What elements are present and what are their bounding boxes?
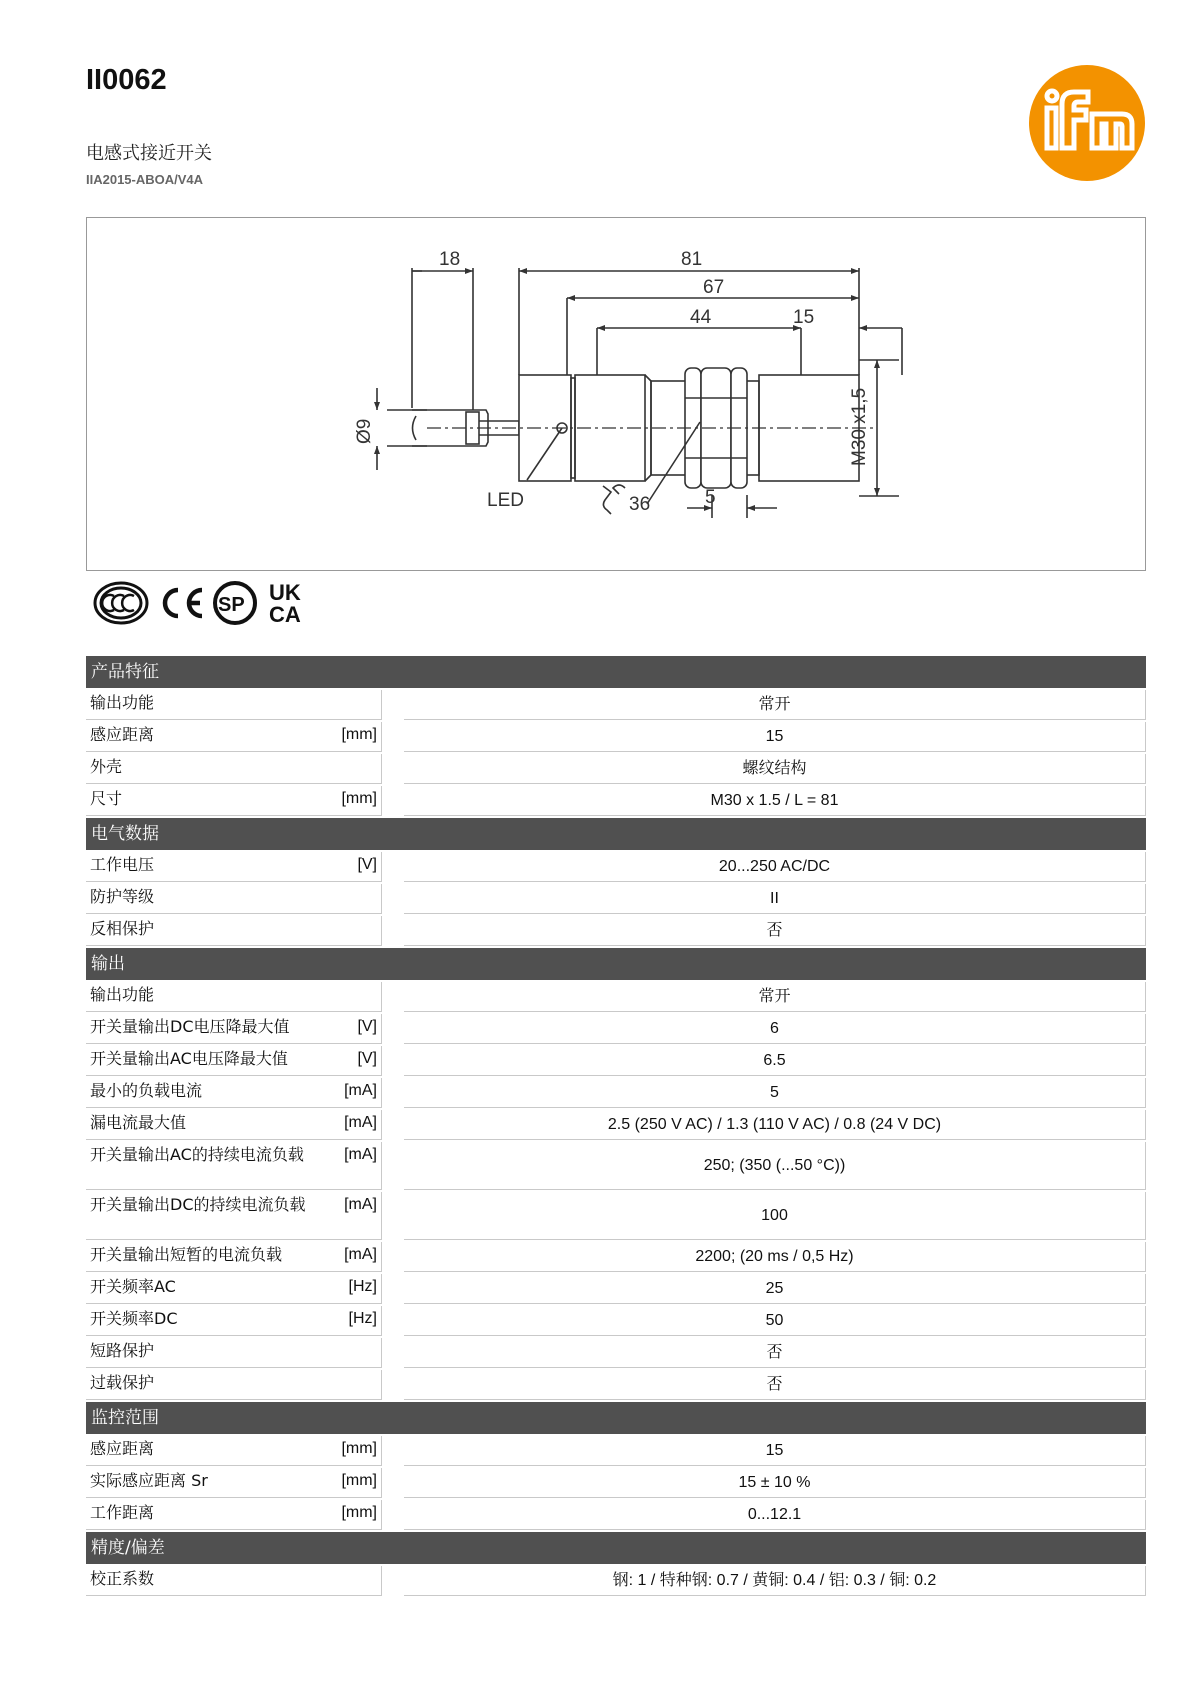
- row-unit: [V]: [357, 1050, 377, 1067]
- table-row: [86, 1142, 1146, 1190]
- row-label: 开关量输出短暂的电流负载: [90, 1245, 283, 1264]
- row-value: 15: [404, 722, 1146, 752]
- row-value: 钢: 1 / 特种钢: 0.7 / 黄铜: 0.4 / 铝: 0.3 / 铜: 0.2: [404, 1566, 1146, 1596]
- row-label: 开关频率DC: [90, 1309, 178, 1328]
- table-row: [86, 1110, 1146, 1140]
- row-label: 开关量输出DC的持续电流负载: [90, 1195, 306, 1214]
- row-value: 否: [404, 1370, 1146, 1400]
- row-value: 否: [404, 1338, 1146, 1368]
- row-label: 工作电压: [90, 855, 155, 874]
- section-header-outputs: 输出: [86, 948, 1146, 980]
- row-label: 短路保护: [90, 1341, 155, 1360]
- section-header-accuracy: 精度/偏差: [86, 1532, 1146, 1564]
- table-row: [86, 690, 1146, 720]
- dim-67-label: 67: [703, 277, 725, 298]
- table-row: [86, 884, 1146, 914]
- row-value: 螺纹结构: [404, 754, 1146, 784]
- row-label: 开关量输出DC电压降最大值: [90, 1017, 290, 1036]
- row-unit: [mA]: [344, 1146, 377, 1163]
- certification-marks: [92, 578, 332, 628]
- table-row: [86, 1014, 1146, 1044]
- row-value: 20...250 AC/DC: [404, 852, 1146, 882]
- row-label: 输出功能: [90, 985, 155, 1004]
- dimension-drawing: [86, 217, 1146, 571]
- row-label: 实际感应距离 Sr: [90, 1471, 208, 1490]
- row-label: 开关频率AC: [90, 1277, 176, 1296]
- row-unit: [mm]: [341, 726, 377, 743]
- row-unit: [mA]: [344, 1246, 377, 1263]
- dim-thread-label: M30 x1,5: [849, 387, 870, 466]
- wrench-icon: [603, 485, 625, 514]
- table-row: [86, 1274, 1146, 1304]
- row-unit: [Hz]: [348, 1310, 377, 1327]
- row-value: 0...12.1: [404, 1500, 1146, 1530]
- table-row: [86, 1370, 1146, 1400]
- product-subtitle: 电感式接近开关: [86, 143, 212, 164]
- dim-18-label: 18: [439, 249, 461, 270]
- wrench-size-label: 36: [629, 494, 651, 515]
- table-row: [86, 982, 1146, 1012]
- csa-icon: [215, 583, 255, 623]
- row-label: 最小的负载电流: [90, 1081, 203, 1100]
- row-value: 50: [404, 1306, 1146, 1336]
- product-title: II0062: [86, 64, 167, 96]
- row-value: 5: [404, 1078, 1146, 1108]
- table-row: [86, 1436, 1146, 1466]
- row-label: 开关量输出AC的持续电流负载: [90, 1145, 304, 1164]
- row-label: 工作距离: [90, 1503, 155, 1522]
- dim-5-label: 5: [705, 487, 716, 508]
- ukca-icon: [269, 580, 301, 627]
- row-label: 开关量输出AC电压降最大值: [90, 1049, 288, 1068]
- row-label: 感应距离: [90, 1439, 155, 1458]
- row-label: 尺寸: [90, 789, 123, 808]
- section-header-monitoring-range: 监控范围: [86, 1402, 1146, 1434]
- ifm-logo: [1028, 64, 1146, 182]
- row-value: II: [404, 884, 1146, 914]
- row-label: 漏电流最大值: [90, 1113, 187, 1132]
- table-row: [86, 1500, 1146, 1530]
- table-row: [86, 1192, 1146, 1240]
- table-row: [86, 1046, 1146, 1076]
- table-row: [86, 852, 1146, 882]
- row-value: 15 ± 10 %: [404, 1468, 1146, 1498]
- row-value: 6.5: [404, 1046, 1146, 1076]
- row-unit: [mA]: [344, 1196, 377, 1213]
- row-label: 感应距离: [90, 725, 155, 744]
- row-unit: [mA]: [344, 1082, 377, 1099]
- row-label: 校正系数: [90, 1569, 155, 1588]
- table-row: [86, 1468, 1146, 1498]
- table-row: [86, 1306, 1146, 1336]
- row-value: M30 x 1.5 / L = 81: [404, 786, 1146, 816]
- section-header-product-features: 产品特征: [86, 656, 1146, 688]
- row-value: 250; (350 (...50 °C)): [404, 1142, 1146, 1190]
- dim-diameter-label: Ø9: [354, 418, 375, 444]
- row-value: 2200; (20 ms / 0,5 Hz): [404, 1242, 1146, 1272]
- row-unit: [mm]: [341, 1504, 377, 1521]
- table-row: [86, 1078, 1146, 1108]
- table-row: [86, 1566, 1146, 1596]
- row-unit: [V]: [357, 1018, 377, 1035]
- row-value: 100: [404, 1192, 1146, 1240]
- spec-table: [86, 656, 1146, 1598]
- svg-text:UK: UK: [269, 580, 301, 605]
- row-unit: [Hz]: [348, 1278, 377, 1295]
- table-row: [86, 1338, 1146, 1368]
- row-unit: [mm]: [341, 790, 377, 807]
- table-row: [86, 754, 1146, 784]
- row-unit: [mm]: [341, 1472, 377, 1489]
- row-unit: [V]: [357, 856, 377, 873]
- table-row: [86, 722, 1146, 752]
- row-label: 反相保护: [90, 919, 155, 938]
- section-header-electrical-data: 电气数据: [86, 818, 1146, 850]
- dim-15-label: 15: [793, 307, 815, 328]
- dim-44-label: 44: [690, 307, 712, 328]
- row-value: 6: [404, 1014, 1146, 1044]
- row-label: 输出功能: [90, 693, 155, 712]
- svg-text:SP: SP: [218, 594, 245, 616]
- product-code: IIA2015-ABOA/V4A: [86, 172, 204, 187]
- row-unit: [mA]: [344, 1114, 377, 1131]
- row-value: 否: [404, 916, 1146, 946]
- dim-81-label: 81: [681, 249, 703, 270]
- table-row: [86, 1242, 1146, 1272]
- ce-icon: [165, 590, 202, 616]
- row-value: 常开: [404, 982, 1146, 1012]
- table-row: [86, 786, 1146, 816]
- row-value: 常开: [404, 690, 1146, 720]
- row-label: 过载保护: [90, 1373, 155, 1392]
- ccc-icon: [95, 583, 147, 623]
- svg-text:CA: CA: [269, 602, 301, 627]
- row-label: 防护等级: [90, 887, 155, 906]
- row-label: 外壳: [90, 757, 123, 776]
- table-row: [86, 916, 1146, 946]
- row-value: 15: [404, 1436, 1146, 1466]
- row-value: 2.5 (250 V AC) / 1.3 (110 V AC) / 0.8 (24 V DC): [404, 1110, 1146, 1140]
- led-label: LED: [487, 490, 524, 511]
- row-value: 25: [404, 1274, 1146, 1304]
- row-unit: [mm]: [341, 1440, 377, 1457]
